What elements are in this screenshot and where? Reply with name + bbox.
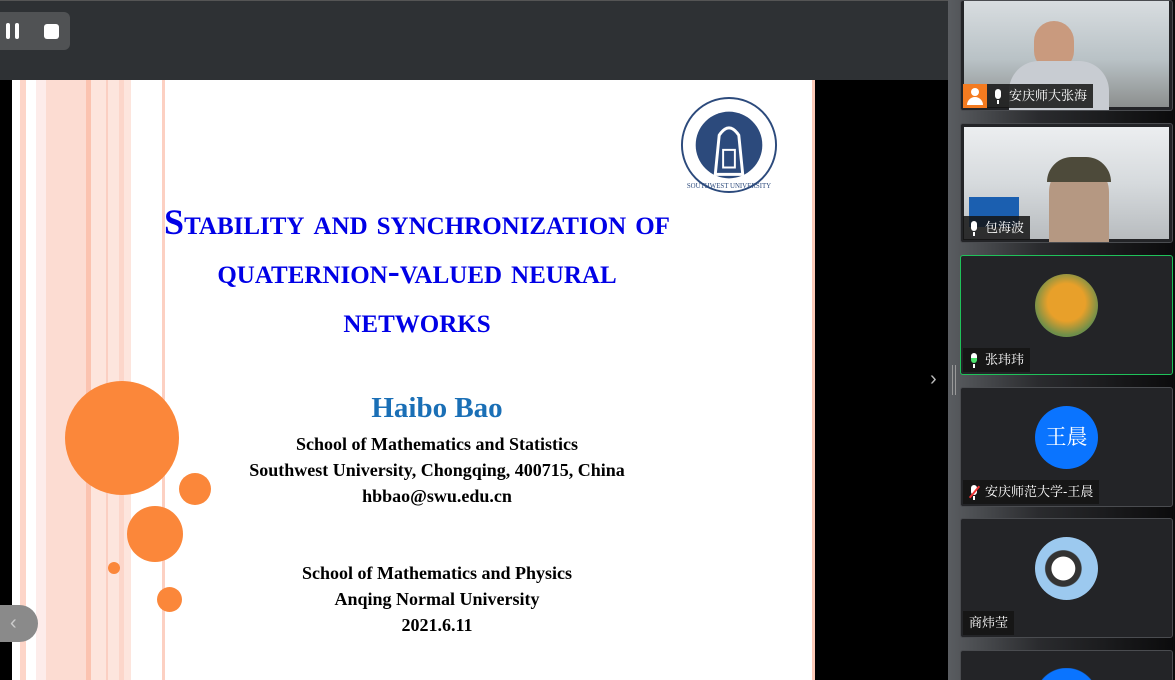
decorative-circle	[108, 562, 120, 574]
affiliation-line: Southwest University, Chongqing, 400715, China	[249, 460, 625, 480]
title-line: quaternion-valued neural	[217, 251, 617, 291]
decorative-circle	[65, 381, 179, 495]
participant-tile[interactable]	[960, 0, 1173, 111]
participant-label	[963, 216, 1030, 240]
participant-label	[963, 611, 1014, 635]
participant-name: 包海波	[985, 220, 1025, 235]
avatar: 王晨	[1035, 406, 1098, 469]
share-controls	[0, 12, 70, 50]
participant-tile[interactable]	[960, 650, 1173, 680]
affiliation-line: School of Mathematics and Physics	[302, 563, 572, 583]
participant-name: 安庆师大张海	[1009, 88, 1088, 103]
participant-name: 安庆师范大学-王晨	[985, 484, 1094, 499]
participant-tile-active[interactable]	[960, 255, 1173, 375]
screen-share-toolbar	[0, 0, 948, 80]
affiliation-line: Anqing Normal University	[334, 589, 540, 609]
svg-text:SOUTHWEST UNIVERSITY: SOUTHWEST UNIVERSITY	[686, 183, 772, 191]
participant-tile[interactable]	[960, 518, 1173, 638]
title-line: networks	[343, 300, 491, 340]
chevron-right-icon[interactable]: ›	[930, 368, 937, 390]
decorative-circle	[157, 587, 182, 612]
author-name: Haibo Bao	[371, 392, 503, 424]
participant-tile[interactable]	[960, 387, 1173, 507]
microphone-speaking-icon	[969, 353, 979, 368]
host-icon	[963, 84, 987, 108]
participant-name: 商炜莹	[969, 615, 1009, 630]
participant-tile[interactable]	[960, 123, 1173, 243]
microphone-icon	[993, 89, 1003, 104]
presentation-slide	[12, 80, 815, 680]
decorative-circle	[127, 506, 183, 562]
email: hbbao@swu.edu.cn	[362, 486, 512, 506]
participant-label	[963, 84, 1093, 108]
resize-handle[interactable]	[952, 365, 956, 395]
microphone-muted-icon	[969, 485, 979, 500]
avatar	[1035, 537, 1098, 600]
stop-icon[interactable]	[44, 24, 59, 39]
participant-label	[963, 348, 1030, 372]
decorative-circle	[179, 473, 211, 505]
avatar	[1035, 274, 1098, 337]
microphone-icon	[969, 221, 979, 236]
affiliation-secondary	[12, 560, 815, 638]
date: 2021.6.11	[401, 615, 473, 635]
avatar	[1035, 668, 1098, 680]
participant-name: 张玮玮	[985, 352, 1025, 367]
slide-title	[32, 198, 802, 345]
affiliation-line: School of Mathematics and Statistics	[296, 434, 578, 454]
university-logo	[680, 96, 778, 194]
previous-page-button[interactable]: ‹	[0, 605, 38, 642]
participant-label	[963, 480, 1099, 504]
pause-icon[interactable]	[6, 23, 20, 39]
title-line: Stability and synchronization of	[164, 202, 670, 242]
